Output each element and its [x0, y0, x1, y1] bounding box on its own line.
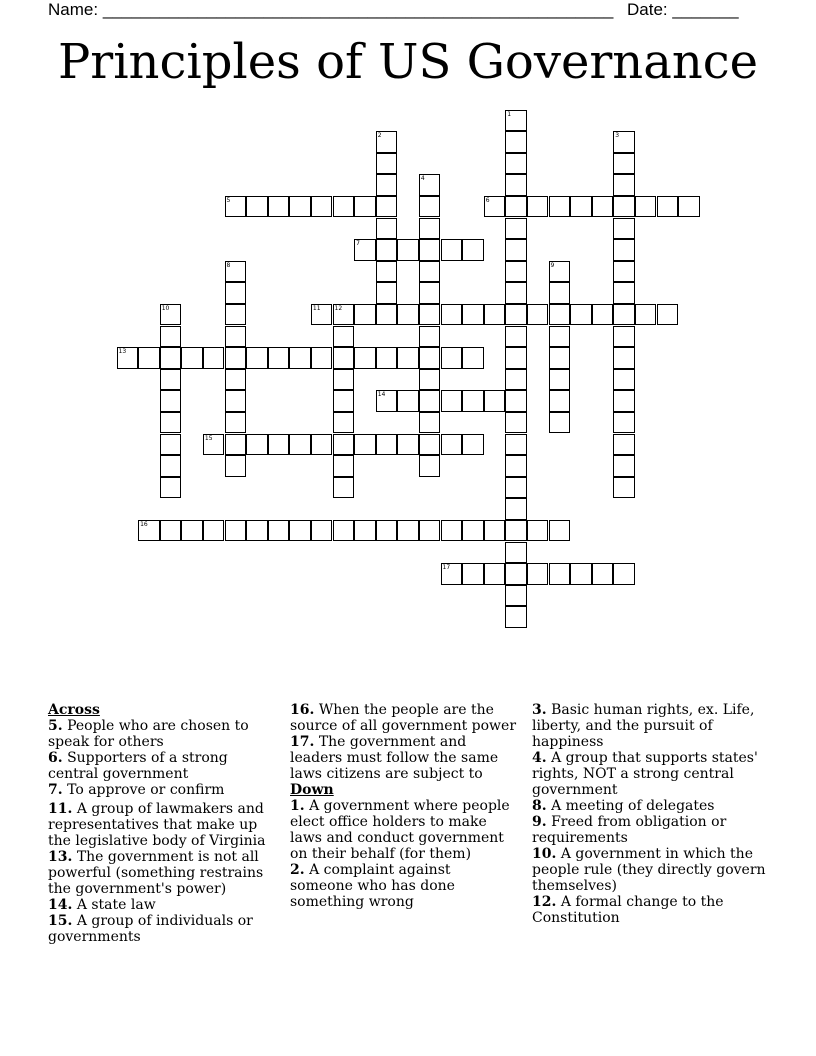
grid-cell[interactable]	[635, 196, 657, 218]
grid-cell[interactable]	[613, 261, 635, 283]
grid-cell[interactable]	[419, 434, 441, 456]
date-label: Date:	[627, 0, 668, 19]
grid-cell[interactable]	[613, 174, 635, 196]
grid-cell[interactable]	[570, 196, 592, 218]
grid-cell[interactable]	[419, 347, 441, 369]
name-line: ______________________________________________________	[102, 0, 614, 19]
grid-cell[interactable]	[613, 347, 635, 369]
grid-cell[interactable]	[613, 369, 635, 391]
grid-cell[interactable]	[397, 520, 419, 542]
grid-cell[interactable]	[160, 304, 182, 326]
grid-cell[interactable]	[441, 304, 463, 326]
grid-cell[interactable]	[160, 520, 182, 542]
worksheet-title: Principles of US Governance	[57, 34, 759, 90]
grid-cell[interactable]	[613, 434, 635, 456]
grid-cell[interactable]	[117, 347, 139, 369]
grid-cell[interactable]	[549, 347, 571, 369]
grid-cell[interactable]	[462, 304, 484, 326]
grid-cell[interactable]	[484, 196, 506, 218]
grid-cell[interactable]	[160, 369, 182, 391]
clue-column-2	[290, 702, 516, 910]
grid-cell[interactable]	[505, 218, 527, 240]
cell-number: 14	[377, 391, 386, 399]
grid-cell[interactable]	[462, 347, 484, 369]
grid-cell[interactable]	[225, 434, 247, 456]
grid-cell[interactable]	[354, 304, 376, 326]
grid-cell[interactable]	[613, 412, 635, 434]
grid-cell[interactable]	[160, 455, 182, 477]
grid-cell[interactable]	[225, 390, 247, 412]
grid-cell[interactable]	[333, 304, 355, 326]
grid-cell[interactable]	[376, 304, 398, 326]
grid-cell[interactable]	[354, 347, 376, 369]
clue-across-14: 14. A state law	[48, 897, 156, 913]
clue-across-17: 17. The government and leaders must follow the same laws citizens are subject to	[290, 734, 499, 782]
grid-cell[interactable]	[462, 390, 484, 412]
clue-down-1: 1. A government where people elect office holders to make laws and conduct government on their behalf (for them)	[290, 798, 510, 862]
grid-cell[interactable]	[376, 196, 398, 218]
grid-cell[interactable]	[441, 520, 463, 542]
grid-cell[interactable]	[138, 520, 160, 542]
grid-cell[interactable]	[462, 239, 484, 261]
grid-cell[interactable]	[225, 196, 247, 218]
grid-cell[interactable]	[419, 326, 441, 348]
grid-cell[interactable]	[138, 347, 160, 369]
grid-cell[interactable]	[225, 261, 247, 283]
grid-cell[interactable]	[613, 326, 635, 348]
grid-cell[interactable]	[268, 434, 290, 456]
grid-cell[interactable]	[419, 239, 441, 261]
grid-cell[interactable]	[419, 174, 441, 196]
grid-cell[interactable]	[505, 131, 527, 153]
grid-cell[interactable]	[376, 520, 398, 542]
grid-cell[interactable]	[160, 434, 182, 456]
grid-cell[interactable]	[441, 239, 463, 261]
grid-cell[interactable]	[613, 477, 635, 499]
grid-cell[interactable]	[484, 563, 506, 585]
cell-number: 8	[226, 261, 231, 269]
grid-cell[interactable]	[354, 196, 376, 218]
grid-cell[interactable]	[505, 239, 527, 261]
grid-cell[interactable]	[505, 563, 527, 585]
grid-cell[interactable]	[505, 520, 527, 542]
grid-cell[interactable]	[181, 347, 203, 369]
grid-cell[interactable]	[376, 434, 398, 456]
grid-cell[interactable]	[613, 196, 635, 218]
grid-cell[interactable]	[376, 153, 398, 175]
grid-cell[interactable]	[333, 347, 355, 369]
grid-cell[interactable]	[225, 326, 247, 348]
grid-cell[interactable]	[570, 563, 592, 585]
clue-down-10: 10. A government in which the people rule (they directly govern themselves)	[532, 846, 766, 894]
grid-cell[interactable]	[246, 347, 268, 369]
grid-cell[interactable]	[527, 196, 549, 218]
grid-cell[interactable]	[657, 304, 679, 326]
grid-cell[interactable]	[225, 520, 247, 542]
grid-cell[interactable]	[311, 196, 333, 218]
grid-cell[interactable]	[505, 196, 527, 218]
cell-number: 16	[140, 520, 148, 528]
grid-cell[interactable]	[613, 390, 635, 412]
grid-cell[interactable]	[549, 412, 571, 434]
grid-cell[interactable]	[505, 455, 527, 477]
clue-down-8: 8. A meeting of delegates	[532, 798, 715, 814]
grid-cell[interactable]	[527, 563, 549, 585]
grid-cell[interactable]	[397, 304, 419, 326]
clue-across-13: 13. The government is not all powerful (something restrains the government's power)	[48, 849, 264, 897]
grid-cell[interactable]	[333, 390, 355, 412]
grid-cell[interactable]	[505, 282, 527, 304]
grid-cell[interactable]	[505, 261, 527, 283]
grid-cell[interactable]	[419, 390, 441, 412]
grid-cell[interactable]	[354, 520, 376, 542]
grid-cell[interactable]	[549, 326, 571, 348]
grid-cell[interactable]	[592, 563, 614, 585]
grid-cell[interactable]	[160, 412, 182, 434]
grid-cell[interactable]	[333, 412, 355, 434]
grid-cell[interactable]	[203, 520, 225, 542]
grid-cell[interactable]	[333, 455, 355, 477]
cell-number: 15	[204, 434, 213, 442]
grid-cell[interactable]	[376, 282, 398, 304]
grid-cell[interactable]	[419, 218, 441, 240]
grid-cell[interactable]	[419, 369, 441, 391]
grid-cell[interactable]	[505, 304, 527, 326]
grid-cell[interactable]	[549, 390, 571, 412]
grid-cell[interactable]	[289, 347, 311, 369]
cell-number: 13	[118, 348, 127, 356]
grid-cell[interactable]	[397, 347, 419, 369]
grid-cell[interactable]	[462, 434, 484, 456]
grid-cell[interactable]	[354, 239, 376, 261]
clue-across-11: 11. A group of lawmakers and representatives that make up the legislative body of Virginia	[48, 801, 266, 849]
down-heading: Down	[290, 782, 334, 798]
grid-cell[interactable]	[441, 347, 463, 369]
grid-cell[interactable]	[678, 196, 700, 218]
grid-cell[interactable]	[268, 520, 290, 542]
grid-cell[interactable]	[333, 434, 355, 456]
clue-across-5: 5. People who are chosen to speak for others	[48, 718, 249, 750]
grid-cell[interactable]	[160, 326, 182, 348]
grid-cell[interactable]	[246, 434, 268, 456]
grid-cell[interactable]	[505, 369, 527, 391]
grid-cell[interactable]	[333, 520, 355, 542]
grid-cell[interactable]	[505, 412, 527, 434]
grid-cell[interactable]	[419, 261, 441, 283]
grid-cell[interactable]	[354, 434, 376, 456]
cell-number: 10	[161, 304, 170, 312]
grid-cell[interactable]	[419, 520, 441, 542]
cell-number: 4	[420, 175, 425, 183]
grid-cell[interactable]	[613, 239, 635, 261]
clue-down-9: 9. Freed from obligation or requirements	[532, 814, 727, 846]
grid-cell[interactable]	[311, 347, 333, 369]
cell-number: 7	[356, 240, 360, 248]
grid-cell[interactable]	[549, 196, 571, 218]
grid-cell[interactable]	[441, 563, 463, 585]
grid-cell[interactable]	[268, 347, 290, 369]
grid-cell[interactable]	[419, 304, 441, 326]
grid-cell[interactable]	[549, 282, 571, 304]
grid-cell[interactable]	[203, 347, 225, 369]
grid-cell[interactable]	[289, 520, 311, 542]
grid-cell[interactable]	[441, 434, 463, 456]
grid-cell[interactable]	[376, 239, 398, 261]
grid-cell[interactable]	[333, 196, 355, 218]
grid-cell[interactable]	[527, 304, 549, 326]
grid-cell[interactable]	[505, 110, 527, 132]
cell-number: 1	[507, 110, 512, 118]
grid-cell[interactable]	[484, 390, 506, 412]
cell-number: 5	[226, 196, 231, 204]
grid-cell[interactable]	[289, 196, 311, 218]
grid-cell[interactable]	[441, 390, 463, 412]
grid-cell[interactable]	[635, 304, 657, 326]
grid-cell[interactable]	[613, 282, 635, 304]
grid-cell[interactable]	[225, 304, 247, 326]
clue-column-3	[532, 702, 768, 926]
grid-cell[interactable]	[225, 282, 247, 304]
grid-cell[interactable]	[376, 347, 398, 369]
grid-cell[interactable]	[462, 563, 484, 585]
grid-cell[interactable]	[549, 563, 571, 585]
across-heading: Across	[48, 702, 100, 718]
grid-cell[interactable]	[592, 196, 614, 218]
grid-cell[interactable]	[376, 174, 398, 196]
grid-cell[interactable]	[505, 542, 527, 564]
grid-cell[interactable]	[160, 390, 182, 412]
grid-cell[interactable]	[289, 434, 311, 456]
grid-cell[interactable]	[613, 131, 635, 153]
grid-cell[interactable]	[419, 196, 441, 218]
cell-number: 6	[485, 196, 490, 204]
clue-across-7: 7. To approve or confirm	[48, 782, 225, 798]
grid-cell[interactable]	[549, 369, 571, 391]
clue-across-15: 15. A group of individuals or governments	[48, 913, 253, 945]
grid-cell[interactable]	[505, 434, 527, 456]
cell-number: 3	[615, 132, 620, 140]
grid-cell[interactable]	[505, 477, 527, 499]
grid-cell[interactable]	[376, 131, 398, 153]
grid-cell[interactable]	[505, 174, 527, 196]
grid-cell[interactable]	[570, 304, 592, 326]
grid-cell[interactable]	[397, 239, 419, 261]
clue-column-1	[48, 702, 282, 945]
clue-down-12: 12. A formal change to the Constitution	[532, 894, 724, 926]
grid-cell[interactable]	[246, 520, 268, 542]
grid-cell[interactable]	[246, 196, 268, 218]
grid-cell[interactable]	[311, 434, 333, 456]
grid-cell[interactable]	[549, 304, 571, 326]
grid-cell[interactable]	[311, 520, 333, 542]
grid-cell[interactable]	[592, 304, 614, 326]
grid-cell[interactable]	[505, 390, 527, 412]
grid-cell[interactable]	[549, 520, 571, 542]
grid-cell[interactable]	[505, 585, 527, 607]
cell-number: 17	[442, 564, 451, 572]
grid-cell[interactable]	[613, 153, 635, 175]
grid-cell[interactable]	[333, 326, 355, 348]
grid-cell[interactable]	[225, 369, 247, 391]
grid-cell[interactable]	[613, 455, 635, 477]
grid-cell[interactable]	[505, 347, 527, 369]
grid-cell[interactable]	[462, 520, 484, 542]
grid-cell[interactable]	[160, 477, 182, 499]
grid-cell[interactable]	[376, 261, 398, 283]
grid-cell[interactable]	[505, 606, 527, 628]
grid-cell[interactable]	[484, 304, 506, 326]
grid-cell[interactable]	[376, 390, 398, 412]
clue-across-16: 16. When the people are the source of all government power	[290, 702, 517, 734]
clue-across-6: 6. Supporters of a strong central government	[48, 750, 228, 782]
grid-cell[interactable]	[225, 455, 247, 477]
grid-cell[interactable]	[225, 412, 247, 434]
grid-cell[interactable]	[505, 153, 527, 175]
grid-cell[interactable]	[203, 434, 225, 456]
grid-cell[interactable]	[527, 520, 549, 542]
grid-cell[interactable]	[613, 563, 635, 585]
grid-cell[interactable]	[333, 477, 355, 499]
grid-cell[interactable]	[376, 218, 398, 240]
grid-cell[interactable]	[657, 196, 679, 218]
clue-down-4: 4. A group that supports states' rights, NOT a strong central government	[532, 750, 758, 798]
grid-cell[interactable]	[613, 218, 635, 240]
grid-cell[interactable]	[419, 455, 441, 477]
grid-cell[interactable]	[505, 326, 527, 348]
grid-cell[interactable]	[225, 347, 247, 369]
grid-cell[interactable]	[333, 369, 355, 391]
grid-cell[interactable]	[268, 196, 290, 218]
clue-down-3: 3. Basic human rights, ex. Life, liberty, and the pursuit of happiness	[532, 702, 755, 750]
grid-cell[interactable]	[160, 347, 182, 369]
grid-cell[interactable]	[484, 520, 506, 542]
grid-cell[interactable]	[397, 390, 419, 412]
cell-number: 12	[334, 304, 343, 312]
grid-cell[interactable]	[549, 261, 571, 283]
grid-cell[interactable]	[181, 520, 203, 542]
name-label: Name:	[48, 0, 99, 19]
grid-cell[interactable]	[505, 498, 527, 520]
grid-cell[interactable]	[311, 304, 333, 326]
date-line: _______	[672, 0, 739, 19]
clue-down-2: 2. A complaint against someone who has done something wrong	[290, 862, 455, 910]
grid-cell[interactable]	[613, 304, 635, 326]
cell-number: 9	[550, 261, 555, 269]
grid-cell[interactable]	[419, 282, 441, 304]
grid-cell[interactable]	[397, 434, 419, 456]
grid-cell[interactable]	[419, 412, 441, 434]
cell-number: 2	[377, 132, 382, 140]
cell-number: 11	[312, 304, 321, 312]
